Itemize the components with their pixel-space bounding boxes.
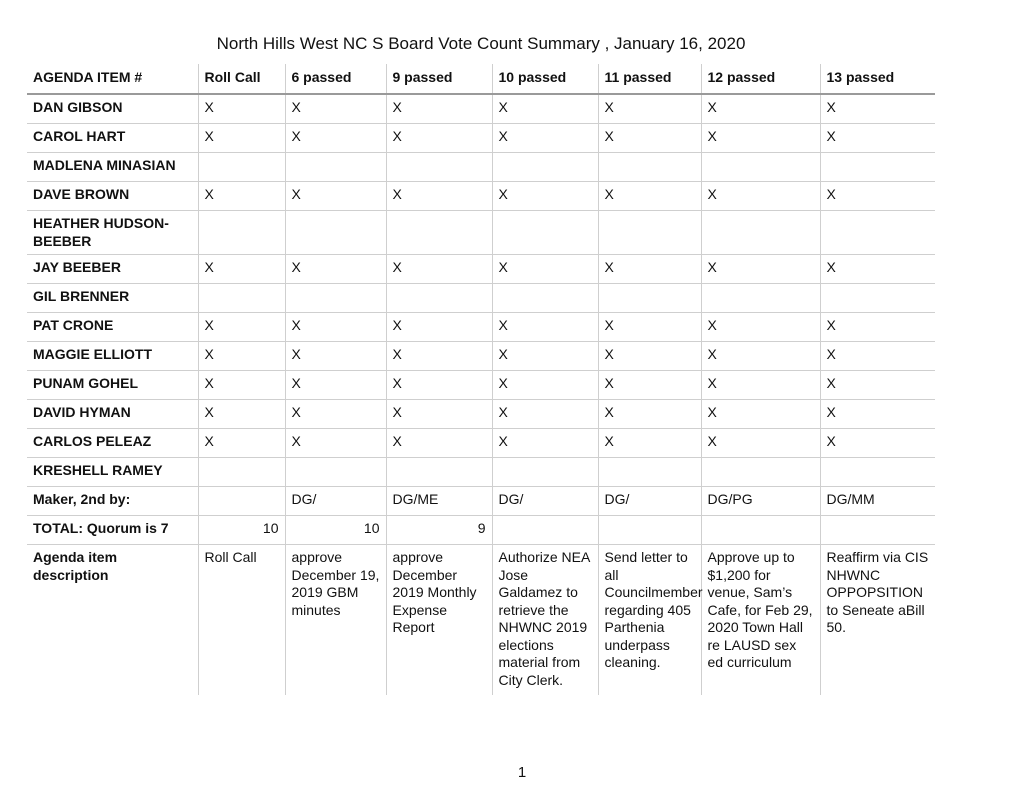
vote-cell: [386, 211, 492, 255]
description-cell: Approve up to $1,200 for venue, Sam’s Cafe, for Feb 29, 2020 Town Hall re LAUSD sex ed curriculum: [701, 545, 820, 696]
total-cell: 10: [285, 516, 386, 545]
vote-cell: X: [492, 124, 598, 153]
table-body: [27, 94, 935, 695]
maker-cell: DG/ME: [386, 487, 492, 516]
vote-cell: X: [386, 94, 492, 124]
vote-cell: X: [386, 182, 492, 211]
vote-cell: X: [285, 124, 386, 153]
vote-cell: [820, 153, 935, 182]
vote-cell: [820, 211, 935, 255]
vote-cell: [386, 284, 492, 313]
total-cell: 9: [386, 516, 492, 545]
vote-cell: X: [386, 313, 492, 342]
vote-cell: X: [198, 342, 285, 371]
vote-cell: X: [820, 342, 935, 371]
vote-count-table: [27, 64, 935, 695]
vote-cell: [198, 458, 285, 487]
member-row: [27, 255, 935, 284]
member-row: [27, 371, 935, 400]
document-title: North Hills West NC S Board Vote Count Summary , January 16, 2020: [216, 34, 746, 53]
vote-cell: X: [198, 400, 285, 429]
vote-cell: X: [598, 313, 701, 342]
vote-cell: X: [386, 400, 492, 429]
vote-cell: [285, 211, 386, 255]
vote-cell: X: [386, 124, 492, 153]
description-cell: Authorize NEA Jose Galdamez to retrieve the NHWNC 2019 elections material from City Clerk.: [492, 545, 598, 696]
vote-cell: X: [285, 342, 386, 371]
vote-cell: X: [701, 400, 820, 429]
member-row-label: KRESHELL RAMEY: [27, 458, 198, 487]
vote-cell: X: [198, 94, 285, 124]
vote-cell: X: [492, 429, 598, 458]
member-row-label: PAT CRONE: [27, 313, 198, 342]
vote-cell: X: [198, 371, 285, 400]
vote-cell: [198, 211, 285, 255]
vote-cell: X: [598, 124, 701, 153]
description-row-label: Agenda item description: [27, 545, 198, 696]
vote-cell: X: [285, 429, 386, 458]
column-header: 9 passed: [386, 64, 492, 94]
vote-cell: X: [701, 182, 820, 211]
vote-cell: [198, 284, 285, 313]
member-row: [27, 313, 935, 342]
vote-cell: X: [598, 255, 701, 284]
vote-cell: X: [820, 255, 935, 284]
vote-cell: X: [701, 124, 820, 153]
member-row-label: PUNAM GOHEL: [27, 371, 198, 400]
column-header: 13 passed: [820, 64, 935, 94]
vote-cell: [492, 284, 598, 313]
vote-cell: [820, 284, 935, 313]
member-row-label: DAN GIBSON: [27, 94, 198, 124]
maker-cell: DG/: [285, 487, 386, 516]
vote-cell: X: [386, 255, 492, 284]
member-row-label: CAROL HART: [27, 124, 198, 153]
total-cell: [701, 516, 820, 545]
vote-cell: X: [198, 429, 285, 458]
vote-cell: X: [701, 255, 820, 284]
maker-second-row: [27, 487, 935, 516]
header-row: [27, 64, 935, 94]
vote-cell: X: [820, 429, 935, 458]
vote-cell: X: [285, 182, 386, 211]
vote-cell: X: [701, 313, 820, 342]
vote-cell: [492, 458, 598, 487]
member-row: [27, 182, 935, 211]
description-cell: approve December 19, 2019 GBM minutes: [285, 545, 386, 696]
vote-cell: X: [492, 313, 598, 342]
column-header-agenda-item: AGENDA ITEM #: [27, 64, 198, 94]
member-row: [27, 124, 935, 153]
member-row: [27, 342, 935, 371]
vote-cell: X: [598, 94, 701, 124]
maker-cell: [198, 487, 285, 516]
vote-cell: X: [386, 342, 492, 371]
member-row: [27, 284, 935, 313]
total-cell: [492, 516, 598, 545]
vote-cell: [701, 211, 820, 255]
vote-cell: [701, 458, 820, 487]
vote-cell: [492, 153, 598, 182]
description-cell: Reaffirm via CIS NHWNC OPPOPSITION to Seneate aBill 50.: [820, 545, 935, 696]
column-header: 10 passed: [492, 64, 598, 94]
maker-cell: DG/: [598, 487, 701, 516]
member-row: [27, 429, 935, 458]
member-row: [27, 400, 935, 429]
description-cell: approve December 2019 Monthly Expense Report: [386, 545, 492, 696]
vote-cell: X: [285, 313, 386, 342]
vote-cell: [285, 458, 386, 487]
vote-cell: X: [386, 371, 492, 400]
vote-cell: X: [386, 429, 492, 458]
vote-cell: X: [285, 371, 386, 400]
member-row: [27, 458, 935, 487]
total-row: [27, 516, 935, 545]
vote-cell: X: [820, 371, 935, 400]
vote-cell: X: [598, 182, 701, 211]
vote-cell: X: [598, 400, 701, 429]
maker-second-row-label: Maker, 2nd by:: [27, 487, 198, 516]
vote-cell: X: [701, 371, 820, 400]
vote-cell: X: [198, 255, 285, 284]
member-row: [27, 153, 935, 182]
column-header: Roll Call: [198, 64, 285, 94]
vote-cell: X: [198, 124, 285, 153]
vote-cell: [386, 153, 492, 182]
column-header: 12 passed: [701, 64, 820, 94]
vote-cell: X: [598, 429, 701, 458]
vote-cell: X: [820, 182, 935, 211]
vote-cell: X: [820, 124, 935, 153]
vote-cell: X: [820, 313, 935, 342]
maker-cell: DG/: [492, 487, 598, 516]
vote-cell: X: [492, 255, 598, 284]
column-header: 6 passed: [285, 64, 386, 94]
vote-cell: X: [285, 400, 386, 429]
total-cell: 10: [198, 516, 285, 545]
vote-cell: X: [701, 94, 820, 124]
vote-cell: X: [198, 182, 285, 211]
vote-cell: [598, 458, 701, 487]
vote-cell: [285, 284, 386, 313]
vote-cell: X: [492, 400, 598, 429]
description-cell: Roll Call: [198, 545, 285, 696]
member-row-label: JAY BEEBER: [27, 255, 198, 284]
vote-cell: X: [598, 342, 701, 371]
vote-cell: X: [285, 255, 386, 284]
page-number: 1: [517, 764, 527, 781]
member-row-label: GIL BRENNER: [27, 284, 198, 313]
vote-cell: [598, 284, 701, 313]
vote-cell: [386, 458, 492, 487]
vote-cell: [492, 211, 598, 255]
vote-cell: X: [701, 342, 820, 371]
vote-cell: X: [701, 429, 820, 458]
member-row: [27, 211, 935, 255]
vote-cell: X: [492, 342, 598, 371]
maker-cell: DG/PG: [701, 487, 820, 516]
vote-cell: [285, 153, 386, 182]
member-row-label: HEATHER HUDSON-BEEBER: [27, 211, 198, 255]
column-header: 11 passed: [598, 64, 701, 94]
vote-cell: X: [285, 94, 386, 124]
vote-cell: [598, 211, 701, 255]
member-row-label: CARLOS PELEAZ: [27, 429, 198, 458]
vote-cell: X: [598, 371, 701, 400]
vote-cell: X: [198, 313, 285, 342]
maker-cell: DG/MM: [820, 487, 935, 516]
vote-cell: [820, 458, 935, 487]
member-row-label: DAVID HYMAN: [27, 400, 198, 429]
description-row: [27, 545, 935, 696]
total-cell: [598, 516, 701, 545]
vote-cell: X: [492, 182, 598, 211]
vote-cell: X: [820, 400, 935, 429]
total-row-label: TOTAL: Quorum is 7: [27, 516, 198, 545]
vote-cell: [701, 284, 820, 313]
member-row: [27, 94, 935, 124]
vote-cell: [198, 153, 285, 182]
member-row-label: DAVE BROWN: [27, 182, 198, 211]
vote-cell: [701, 153, 820, 182]
member-row-label: MADLENA MINASIAN: [27, 153, 198, 182]
vote-cell: X: [492, 371, 598, 400]
member-row-label: MAGGIE ELLIOTT: [27, 342, 198, 371]
vote-cell: [598, 153, 701, 182]
description-cell: Send letter to all Councilmember regarding 405 Parthenia underpass cleaning.: [598, 545, 701, 696]
total-cell: [820, 516, 935, 545]
vote-cell: X: [492, 94, 598, 124]
vote-cell: X: [820, 94, 935, 124]
